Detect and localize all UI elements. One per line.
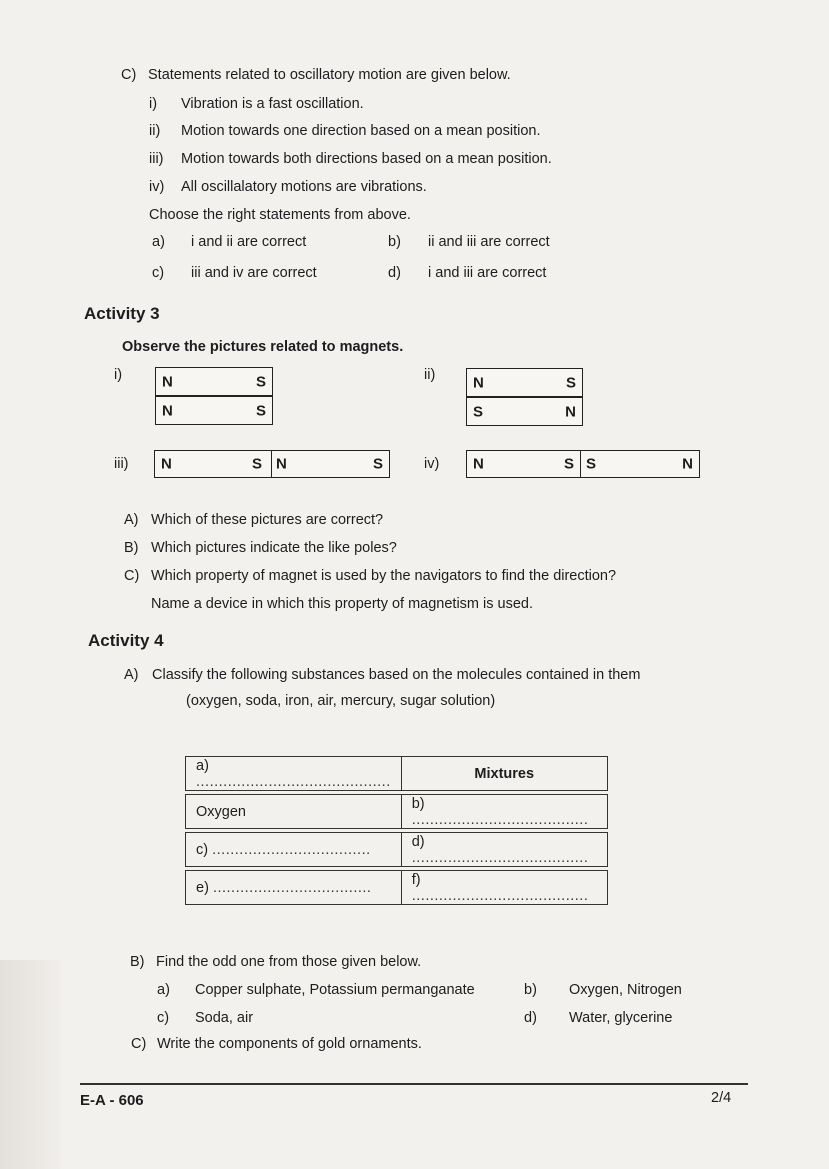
south-pole-label: S [372,455,383,473]
statement-1-text: Vibration is a fast oscillation. [181,96,364,112]
option-c-text: iii and iv are correct [191,265,317,281]
north-pole-label: N [162,373,173,390]
act4-qb-text: Find the odd one from those given below. [156,954,422,970]
north-pole-label: N [161,455,172,473]
south-pole-label: S [586,455,597,473]
south-pole-label: S [255,373,266,390]
south-pole-label: S [565,374,576,391]
table-row [186,795,608,829]
picture-iv-label: iv) [424,456,440,472]
statement-1-num: i) [149,96,158,112]
north-pole-label: N [565,403,576,420]
activity-3-title: Activity 3 [84,304,160,323]
activity-3-intro: Observe the pictures related to magnets. [122,339,404,355]
act4-substances: (oxygen, soda, iron, air, mercury, sugar solution) [186,693,496,709]
classification-table [185,756,608,905]
table-cell: Oxygen [186,795,402,829]
odd-option-d-key: d) [524,1010,537,1026]
picture-ii-bottom-magnet [466,397,583,426]
paper-code: E-A - 606 [80,1092,144,1109]
table-cell: e) ................................... [186,871,402,905]
footer-rule [80,1083,748,1085]
north-pole-label: N [682,455,693,473]
statement-4-num: iv) [149,179,165,195]
table-cell: d) ....................................... [401,833,607,867]
act4-qa-key: A) [124,667,139,683]
act3-qc-key: C) [124,568,140,584]
table-row [186,833,608,867]
question-c-stem: Statements related to oscillatory motion are given below. [148,67,511,83]
act3-qb-text: Which pictures indicate the like poles? [151,540,397,556]
act3-qa-key: A) [124,512,139,528]
act4-qb-key: B) [130,954,145,970]
south-pole-label: S [473,403,484,420]
question-c-label: C) [121,67,137,83]
act3-qb-key: B) [124,540,139,556]
table-cell: Mixtures [401,757,607,791]
south-pole-label: S [255,402,266,419]
table-cell: c) ................................... [186,833,402,867]
question-c-prompt: Choose the right statements from above. [149,207,411,223]
page-fold-shadow [0,960,60,1169]
north-pole-label: N [162,402,173,419]
odd-option-b-key: b) [524,982,537,998]
page-number: 2/4 [711,1090,732,1106]
act3-qc-line2: Name a device in which this property of magnetism is used. [151,596,534,612]
south-pole-label: S [252,455,263,473]
act4-qc-key: C) [131,1036,147,1052]
picture-i-bottom-magnet [155,396,273,425]
picture-i-top-magnet [155,367,273,396]
statement-4-text: All oscillalatory motions are vibrations. [181,179,427,195]
table-cell: f) ....................................... [401,871,607,905]
table-row [186,757,608,791]
picture-iii-label: iii) [114,456,129,472]
picture-ii-top-magnet [466,368,583,397]
south-pole-label: S [564,455,575,473]
picture-ii-label: ii) [424,367,436,383]
option-a-key: a) [152,234,165,250]
act3-qc-text: Which property of magnet is used by the navigators to find the direction? [151,568,617,584]
odd-option-c-key: c) [157,1010,170,1026]
option-a-text: i and ii are correct [191,234,307,250]
option-c-key: c) [152,265,165,281]
odd-option-d-text: Water, glycerine [569,1010,673,1026]
odd-option-a-key: a) [157,982,170,998]
statement-3-num: iii) [149,151,164,167]
table-cell: a) ........................................... [186,757,402,791]
act4-qc-text: Write the components of gold ornaments. [157,1036,422,1052]
option-d-text: i and iii are correct [428,265,547,281]
statement-2-num: ii) [149,123,161,139]
act4-qa-text: Classify the following substances based on the molecules contained in them [152,667,641,683]
north-pole-label: N [276,455,287,473]
option-d-key: d) [388,265,401,281]
act3-qa-text: Which of these pictures are correct? [151,512,384,528]
statement-2-text: Motion towards one direction based on a mean position. [181,123,541,139]
north-pole-label: N [473,374,484,391]
option-b-text: ii and iii are correct [428,234,550,250]
magnet-divider [271,451,272,477]
activity-4-title: Activity 4 [88,631,164,650]
statement-3-text: Motion towards both directions based on a mean position. [181,151,552,167]
magnet-divider [580,451,581,477]
table-row [186,871,608,905]
picture-iii-magnets [154,450,390,478]
picture-iv-magnets [466,450,700,478]
table-cell: b) ....................................... [401,795,607,829]
odd-option-a-text: Copper sulphate, Potassium permanganate [195,982,475,998]
picture-i-label: i) [114,367,123,383]
option-b-key: b) [388,234,401,250]
odd-option-b-text: Oxygen, Nitrogen [569,982,682,998]
odd-option-c-text: Soda, air [195,1010,254,1026]
north-pole-label: N [473,455,484,473]
